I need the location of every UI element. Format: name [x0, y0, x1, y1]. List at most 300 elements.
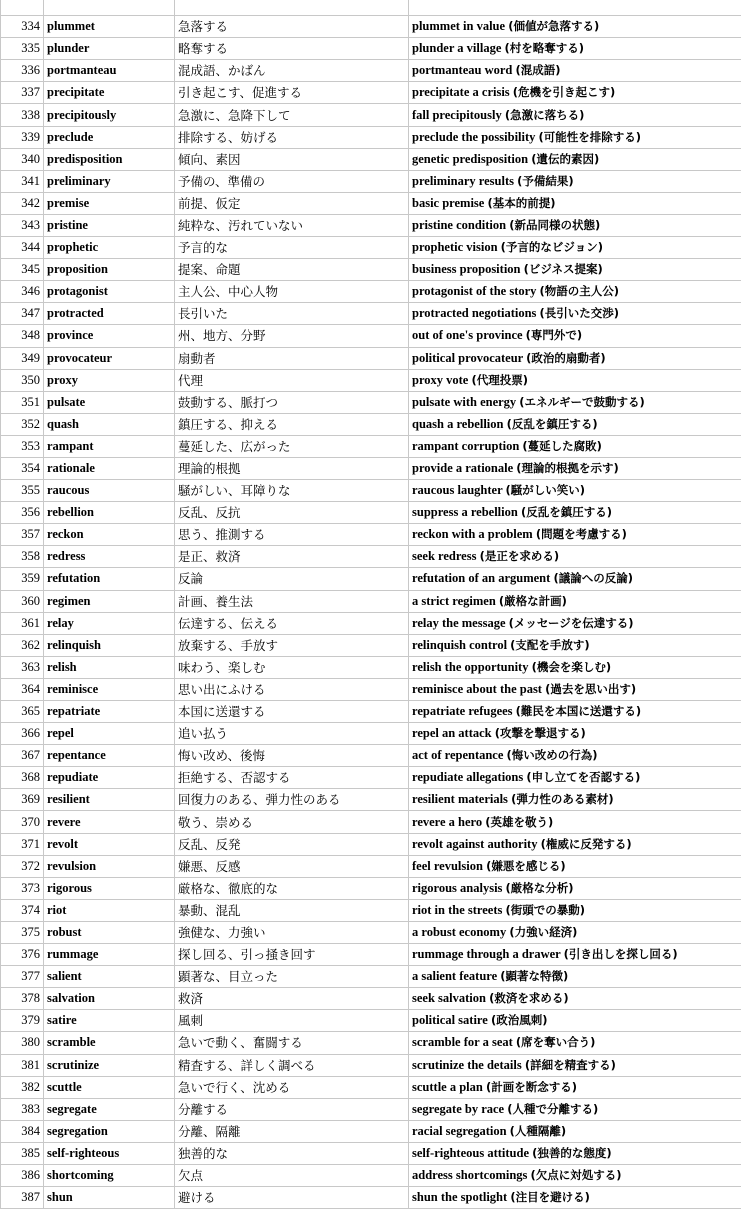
example-japanese: (街頭での暴動)	[506, 903, 586, 917]
example-english: riot in the streets	[412, 903, 502, 917]
japanese-meaning: 計画、養生法	[175, 590, 409, 612]
japanese-meaning: 騒がしい、耳障りな	[175, 480, 409, 502]
example-phrase	[409, 502, 741, 524]
japanese-meaning: 厳格な、徹底的な	[175, 877, 409, 899]
example-japanese: (引き出しを探し回る)	[564, 947, 678, 961]
row-number: 346	[1, 281, 44, 303]
japanese-meaning: 反論	[175, 568, 409, 590]
example-japanese: (支配を手放す)	[510, 638, 590, 652]
example-english: resilient materials	[412, 792, 508, 806]
example-phrase	[409, 877, 741, 899]
example-english: relinquish control	[412, 638, 507, 652]
row-number: 337	[1, 82, 44, 104]
row-number: 354	[1, 457, 44, 479]
english-word: robust	[44, 921, 175, 943]
table-row	[1, 303, 741, 325]
example-phrase	[409, 811, 741, 833]
table-row	[1, 855, 741, 877]
example-phrase	[409, 170, 741, 192]
example-japanese: (蔓延した腐敗)	[522, 439, 602, 453]
japanese-meaning: 救済	[175, 988, 409, 1010]
table-row	[1, 369, 741, 391]
example-english: repatriate refugees	[412, 704, 513, 718]
example-english: relish the opportunity	[412, 660, 528, 674]
example-phrase	[409, 1032, 741, 1054]
example-japanese: (価値が急落する)	[508, 19, 599, 33]
example-japanese: (新品同様の状態)	[509, 218, 600, 232]
japanese-meaning: 急いで動く、奮闘する	[175, 1032, 409, 1054]
english-word: revulsion	[44, 855, 175, 877]
example-phrase	[409, 789, 741, 811]
row-number: 368	[1, 767, 44, 789]
example-phrase	[409, 38, 741, 60]
example-japanese: (反乱を鎮圧する)	[507, 417, 598, 431]
example-japanese: (嫌悪を感じる)	[486, 859, 566, 873]
row-number: 382	[1, 1076, 44, 1098]
table-row	[1, 16, 741, 38]
example-english: out of one's province	[412, 328, 523, 342]
table-row	[1, 590, 741, 612]
english-word: shun	[44, 1187, 175, 1209]
row-number: 358	[1, 546, 44, 568]
row-number: 366	[1, 723, 44, 745]
example-phrase	[409, 104, 741, 126]
row-number: 349	[1, 347, 44, 369]
japanese-meaning: 排除する、妨げる	[175, 126, 409, 148]
example-english: address shortcomings	[412, 1168, 527, 1182]
example-japanese: (人種隔離)	[510, 1124, 567, 1138]
english-word: pulsate	[44, 391, 175, 413]
example-english: plunder a village	[412, 41, 501, 55]
english-word: relinquish	[44, 634, 175, 656]
example-english: relay the message	[412, 616, 506, 630]
row-number: 387	[1, 1187, 44, 1209]
example-english: a robust economy	[412, 925, 506, 939]
example-japanese: (弾力性のある素材)	[511, 792, 614, 806]
table-row	[1, 899, 741, 921]
row-number: 373	[1, 877, 44, 899]
english-word: satire	[44, 1010, 175, 1032]
example-japanese: (問題を考慮する)	[536, 527, 627, 541]
japanese-meaning: 嫌悪、反感	[175, 855, 409, 877]
example-english: self-righteous attitude	[412, 1146, 529, 1160]
japanese-meaning: 代理	[175, 369, 409, 391]
table-row	[1, 214, 741, 236]
english-word: relay	[44, 612, 175, 634]
example-english: segregate by race	[412, 1102, 504, 1116]
example-english: scramble for a seat	[412, 1035, 513, 1049]
example-phrase	[409, 745, 741, 767]
example-phrase	[409, 944, 741, 966]
row-number: 363	[1, 656, 44, 678]
english-word: protagonist	[44, 281, 175, 303]
english-word: raucous	[44, 480, 175, 502]
english-word: repatriate	[44, 701, 175, 723]
japanese-meaning: 理論的根拠	[175, 457, 409, 479]
row-number: 369	[1, 789, 44, 811]
example-japanese: (混成語)	[515, 63, 560, 77]
example-phrase	[409, 966, 741, 988]
japanese-meaning: 敬う、崇める	[175, 811, 409, 833]
japanese-meaning: 強健な、力強い	[175, 921, 409, 943]
japanese-meaning: 州、地方、分野	[175, 325, 409, 347]
japanese-meaning: 本国に送還する	[175, 701, 409, 723]
english-word: self-righteous	[44, 1142, 175, 1164]
example-english: precipitate a crisis	[412, 85, 510, 99]
example-japanese: (物語の主人公)	[540, 284, 620, 298]
row-number: 345	[1, 259, 44, 281]
english-word: scramble	[44, 1032, 175, 1054]
japanese-meaning: 前提、仮定	[175, 192, 409, 214]
example-japanese: (予備結果)	[517, 174, 574, 188]
english-word: rampant	[44, 435, 175, 457]
example-japanese: (予言的なビジョン)	[501, 240, 603, 254]
example-japanese: (席を奪い合う)	[516, 1035, 596, 1049]
row-number: 341	[1, 170, 44, 192]
english-word: proposition	[44, 259, 175, 281]
table-row	[1, 325, 741, 347]
english-word: plunder	[44, 38, 175, 60]
english-word: prophetic	[44, 237, 175, 259]
table-row	[1, 656, 741, 678]
japanese-meaning: 思う、推測する	[175, 524, 409, 546]
example-phrase	[409, 435, 741, 457]
japanese-meaning: 混成語、かばん	[175, 60, 409, 82]
english-word: scrutinize	[44, 1054, 175, 1076]
example-english: seek redress	[412, 549, 476, 563]
row-number: 372	[1, 855, 44, 877]
japanese-meaning: 風刺	[175, 1010, 409, 1032]
example-english: rigorous analysis	[412, 881, 502, 895]
example-japanese: (代理投票)	[472, 373, 529, 387]
row-number: 334	[1, 16, 44, 38]
example-phrase	[409, 303, 741, 325]
japanese-meaning: 急いで行く、沈める	[175, 1076, 409, 1098]
example-phrase	[409, 833, 741, 855]
example-phrase	[409, 1076, 741, 1098]
example-phrase	[409, 899, 741, 921]
japanese-meaning: 純粋な、汚れていない	[175, 214, 409, 236]
japanese-meaning: 精査する、詳しく調べる	[175, 1054, 409, 1076]
english-word: revolt	[44, 833, 175, 855]
table-row	[1, 192, 741, 214]
english-word: relish	[44, 656, 175, 678]
japanese-meaning: 予備の、準備の	[175, 170, 409, 192]
example-phrase	[409, 546, 741, 568]
english-word: revere	[44, 811, 175, 833]
english-word: salvation	[44, 988, 175, 1010]
row-number: 357	[1, 524, 44, 546]
english-word: rummage	[44, 944, 175, 966]
english-word: repel	[44, 723, 175, 745]
english-word: repudiate	[44, 767, 175, 789]
japanese-meaning: 鎮圧する、抑える	[175, 413, 409, 435]
table-row	[1, 966, 741, 988]
vocabulary-table-body	[1, 0, 741, 1209]
row-number: 359	[1, 568, 44, 590]
example-english: portmanteau word	[412, 63, 512, 77]
english-word: preliminary	[44, 170, 175, 192]
english-word: shortcoming	[44, 1164, 175, 1186]
example-japanese: (難民を本国に送還する)	[516, 704, 642, 718]
table-row	[1, 347, 741, 369]
example-english: proxy vote	[412, 373, 468, 387]
table-row	[1, 877, 741, 899]
example-english: provide a rationale	[412, 461, 513, 475]
example-japanese: (政治風刺)	[491, 1013, 548, 1027]
japanese-meaning: 悔い改め、後悔	[175, 745, 409, 767]
japanese-meaning: 顕著な、目立った	[175, 966, 409, 988]
japanese-meaning: 蔓延した、広がった	[175, 435, 409, 457]
table-row	[1, 1032, 741, 1054]
example-japanese: (基本的前提)	[487, 196, 555, 210]
english-word: plummet	[44, 16, 175, 38]
japanese-meaning: 引き起こす、促進する	[175, 82, 409, 104]
example-phrase	[409, 1187, 741, 1209]
table-row	[1, 1098, 741, 1120]
table-row	[1, 413, 741, 435]
example-phrase	[409, 126, 741, 148]
english-word: reminisce	[44, 678, 175, 700]
english-word: rationale	[44, 457, 175, 479]
japanese-meaning: 反乱、反発	[175, 833, 409, 855]
row-number: 381	[1, 1054, 44, 1076]
english-word: redress	[44, 546, 175, 568]
example-english: suppress a rebellion	[412, 505, 518, 519]
japanese-meaning: 扇動者	[175, 347, 409, 369]
table-row	[1, 104, 741, 126]
row-number: 375	[1, 921, 44, 943]
example-english: pristine condition	[412, 218, 506, 232]
example-english: scrutinize the details	[412, 1058, 522, 1072]
example-phrase	[409, 259, 741, 281]
row-number: 352	[1, 413, 44, 435]
table-row	[1, 126, 741, 148]
table-row	[1, 546, 741, 568]
example-english: pulsate with energy	[412, 395, 516, 409]
english-word: rigorous	[44, 877, 175, 899]
english-word: protracted	[44, 303, 175, 325]
example-english: a salient feature	[412, 969, 497, 983]
example-english: repel an attack	[412, 726, 492, 740]
table-row-partial-top	[1, 0, 741, 16]
japanese-meaning: 是正、救済	[175, 546, 409, 568]
example-japanese: (村を略奪する)	[505, 41, 585, 55]
table-row	[1, 524, 741, 546]
table-row	[1, 833, 741, 855]
table-row	[1, 1142, 741, 1164]
row-number: 361	[1, 612, 44, 634]
row-number: 360	[1, 590, 44, 612]
japanese-meaning: 暴動、混乱	[175, 899, 409, 921]
row-number: 378	[1, 988, 44, 1010]
example-phrase	[409, 1010, 741, 1032]
example-phrase	[409, 568, 741, 590]
table-row	[1, 944, 741, 966]
example-japanese: (欠点に対処する)	[531, 1168, 622, 1182]
example-japanese: (力強い経済)	[509, 925, 577, 939]
table-row	[1, 723, 741, 745]
row-number: 339	[1, 126, 44, 148]
example-japanese: (厳格な計画)	[499, 594, 567, 608]
example-japanese: (騒がしい笑い)	[506, 483, 586, 497]
row-number: 335	[1, 38, 44, 60]
example-english: fall precipitously	[412, 108, 502, 122]
example-japanese: (専門外で)	[526, 328, 583, 342]
partial-cell	[1, 0, 44, 16]
example-japanese: (計画を断念する)	[486, 1080, 577, 1094]
example-phrase	[409, 612, 741, 634]
example-english: preclude the possibility	[412, 130, 535, 144]
table-row	[1, 767, 741, 789]
table-row	[1, 259, 741, 281]
example-japanese: (攻撃を撃退する)	[495, 726, 586, 740]
example-phrase	[409, 237, 741, 259]
example-japanese: (詳細を精査する)	[525, 1058, 616, 1072]
row-number: 342	[1, 192, 44, 214]
row-number: 350	[1, 369, 44, 391]
example-phrase	[409, 192, 741, 214]
table-row	[1, 60, 741, 82]
example-phrase	[409, 413, 741, 435]
example-japanese: (是正を求める)	[480, 549, 560, 563]
japanese-meaning: 反乱、反抗	[175, 502, 409, 524]
table-row	[1, 1076, 741, 1098]
row-number: 370	[1, 811, 44, 833]
table-row	[1, 745, 741, 767]
example-phrase	[409, 16, 741, 38]
example-phrase	[409, 678, 741, 700]
example-english: prophetic vision	[412, 240, 498, 254]
english-word: premise	[44, 192, 175, 214]
japanese-meaning: 分離、隔離	[175, 1120, 409, 1142]
japanese-meaning: 急落する	[175, 16, 409, 38]
example-phrase	[409, 1164, 741, 1186]
example-english: feel revulsion	[412, 859, 483, 873]
row-number: 379	[1, 1010, 44, 1032]
partial-cell	[175, 0, 409, 16]
example-english: refutation of an argument	[412, 571, 550, 585]
row-number: 351	[1, 391, 44, 413]
row-number: 344	[1, 237, 44, 259]
example-english: a strict regimen	[412, 594, 496, 608]
english-word: salient	[44, 966, 175, 988]
row-number: 355	[1, 480, 44, 502]
example-english: reckon with a problem	[412, 527, 533, 541]
example-english: plummet in value	[412, 19, 505, 33]
english-word: portmanteau	[44, 60, 175, 82]
example-phrase	[409, 767, 741, 789]
japanese-meaning: 主人公、中心人物	[175, 281, 409, 303]
example-japanese: (過去を思い出す)	[545, 682, 636, 696]
english-word: precipitously	[44, 104, 175, 126]
example-japanese: (申し立てを否認する)	[526, 770, 640, 784]
example-english: seek salvation	[412, 991, 486, 1005]
example-japanese: (注目を避ける)	[510, 1190, 590, 1204]
example-japanese: (機会を楽しむ)	[532, 660, 612, 674]
english-word: proxy	[44, 369, 175, 391]
english-word: quash	[44, 413, 175, 435]
row-number: 367	[1, 745, 44, 767]
example-english: racial segregation	[412, 1124, 507, 1138]
partial-cell	[409, 0, 741, 16]
example-phrase	[409, 656, 741, 678]
example-japanese: (ビジネス提案)	[524, 262, 603, 276]
table-row	[1, 480, 741, 502]
example-phrase	[409, 634, 741, 656]
example-english: revere a hero	[412, 815, 482, 829]
example-phrase	[409, 325, 741, 347]
japanese-meaning: 探し回る、引っ掻き回す	[175, 944, 409, 966]
table-row	[1, 678, 741, 700]
japanese-meaning: 独善的な	[175, 1142, 409, 1164]
table-row	[1, 811, 741, 833]
row-number: 376	[1, 944, 44, 966]
row-number: 380	[1, 1032, 44, 1054]
table-row	[1, 988, 741, 1010]
example-english: genetic predisposition	[412, 152, 528, 166]
table-row	[1, 1054, 741, 1076]
table-row	[1, 568, 741, 590]
japanese-meaning: 伝達する、伝える	[175, 612, 409, 634]
english-word: precipitate	[44, 82, 175, 104]
japanese-meaning: 欠点	[175, 1164, 409, 1186]
english-word: segregate	[44, 1098, 175, 1120]
example-phrase	[409, 988, 741, 1010]
japanese-meaning: 回復力のある、弾力性のある	[175, 789, 409, 811]
japanese-meaning: 傾向、素因	[175, 148, 409, 170]
example-phrase	[409, 1120, 741, 1142]
table-row	[1, 435, 741, 457]
example-english: quash a rebellion	[412, 417, 503, 431]
japanese-meaning: 追い払う	[175, 723, 409, 745]
row-number: 338	[1, 104, 44, 126]
example-english: act of repentance	[412, 748, 503, 762]
table-row	[1, 82, 741, 104]
example-phrase	[409, 60, 741, 82]
row-number: 377	[1, 966, 44, 988]
table-row	[1, 789, 741, 811]
example-english: raucous laughter	[412, 483, 502, 497]
row-number: 383	[1, 1098, 44, 1120]
table-row	[1, 1120, 741, 1142]
example-english: political provocateur	[412, 351, 523, 365]
table-row	[1, 38, 741, 60]
japanese-meaning: 拒絶する、否認する	[175, 767, 409, 789]
row-number: 353	[1, 435, 44, 457]
row-number: 384	[1, 1120, 44, 1142]
example-japanese: (遺伝的素因)	[531, 152, 599, 166]
row-number: 371	[1, 833, 44, 855]
example-phrase	[409, 148, 741, 170]
table-row	[1, 612, 741, 634]
english-word: refutation	[44, 568, 175, 590]
english-word: pristine	[44, 214, 175, 236]
japanese-meaning: 避ける	[175, 1187, 409, 1209]
example-phrase	[409, 1142, 741, 1164]
example-phrase	[409, 921, 741, 943]
table-row	[1, 1010, 741, 1032]
example-phrase	[409, 391, 741, 413]
table-row	[1, 701, 741, 723]
japanese-meaning: 分離する	[175, 1098, 409, 1120]
example-english: scuttle a plan	[412, 1080, 483, 1094]
english-word: provocateur	[44, 347, 175, 369]
example-japanese: (エネルギーで鼓動する)	[519, 395, 645, 409]
english-word: repentance	[44, 745, 175, 767]
example-english: basic premise	[412, 196, 484, 210]
table-row	[1, 634, 741, 656]
